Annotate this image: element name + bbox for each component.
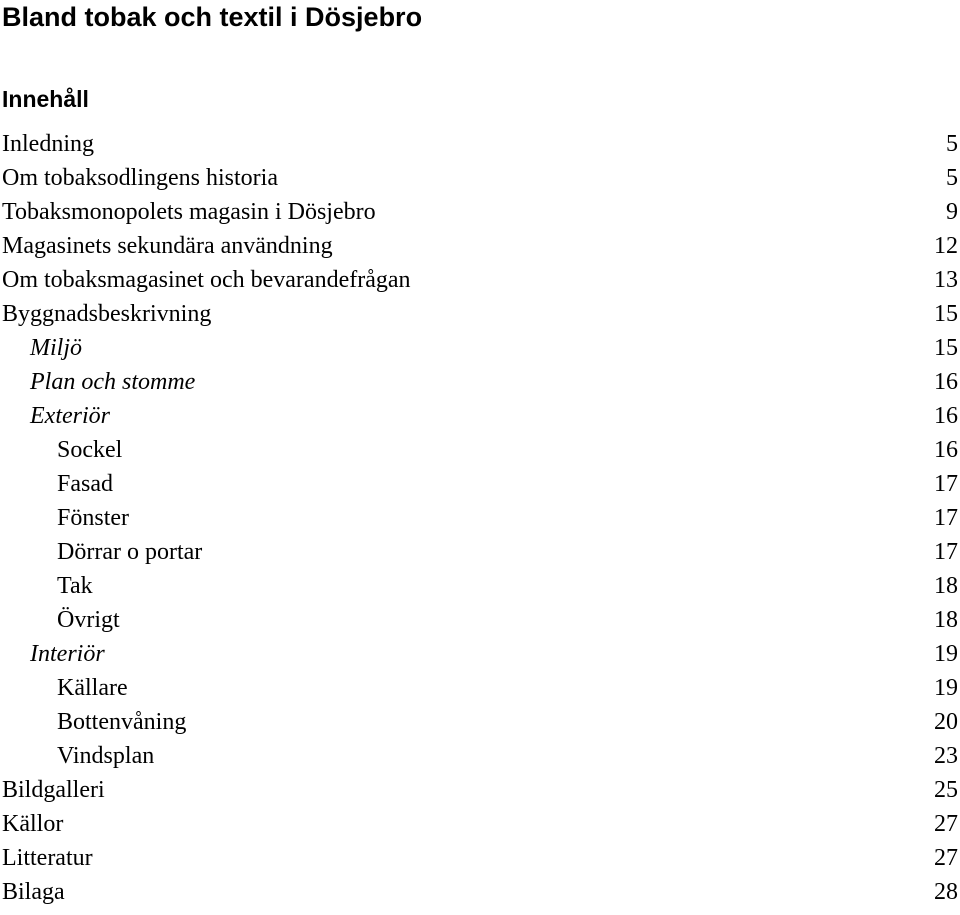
toc-entry-page: 16 <box>934 437 958 463</box>
toc-heading: Innehåll <box>2 86 89 112</box>
toc-entry-tobaksmonopolets-magasin[interactable] <box>0 195 960 229</box>
toc-entry-tak[interactable] <box>0 569 960 603</box>
toc-entry-page: 28 <box>934 879 958 905</box>
toc-entry-page: 12 <box>934 233 958 259</box>
toc-entry-label: Plan och stomme <box>30 369 196 395</box>
toc-entry-page: 17 <box>934 505 958 531</box>
toc-entry-bilaga[interactable] <box>0 875 960 909</box>
toc-entry-ovrigt[interactable] <box>0 603 960 637</box>
toc-entry-page: 15 <box>934 335 958 361</box>
toc-entry-page: 18 <box>934 573 958 599</box>
toc-entry-label: Exteriör <box>30 403 110 429</box>
toc-entry-page: 27 <box>934 811 958 837</box>
toc-entry-label: Magasinets sekundära användning <box>2 233 333 259</box>
toc-entry-page: 20 <box>934 709 958 735</box>
toc-entry-page: 16 <box>934 403 958 429</box>
toc-entry-label: Inledning <box>2 131 94 157</box>
table-of-contents <box>0 127 960 909</box>
toc-entry-litteratur[interactable] <box>0 841 960 875</box>
toc-entry-label: Källor <box>2 811 64 837</box>
toc-entry-label: Om tobaksmagasinet och bevarandefrågan <box>2 267 411 293</box>
toc-entry-miljo[interactable] <box>0 331 960 365</box>
toc-entry-label: Fasad <box>57 471 113 497</box>
toc-entry-label: Dörrar o portar <box>57 539 203 565</box>
toc-entry-page: 13 <box>934 267 958 293</box>
toc-entry-page: 15 <box>934 301 958 327</box>
toc-entry-label: Tobaksmonopolets magasin i Dösjebro <box>2 199 376 225</box>
toc-entry-byggnadsbeskrivning[interactable] <box>0 297 960 331</box>
toc-entry-label: Övrigt <box>57 607 120 633</box>
toc-entry-label: Miljö <box>30 335 82 361</box>
toc-entry-bevarandefragan[interactable] <box>0 263 960 297</box>
toc-entry-label: Vindsplan <box>57 743 155 769</box>
toc-entry-fasad[interactable] <box>0 467 960 501</box>
toc-entry-dorrar-o-portar[interactable] <box>0 535 960 569</box>
toc-entry-page: 18 <box>934 607 958 633</box>
toc-entry-page: 17 <box>934 539 958 565</box>
toc-entry-kallare[interactable] <box>0 671 960 705</box>
toc-entry-page: 27 <box>934 845 958 871</box>
toc-entry-bottenvaning[interactable] <box>0 705 960 739</box>
toc-entry-kallor[interactable] <box>0 807 960 841</box>
toc-entry-label: Fönster <box>57 505 129 531</box>
toc-entry-page: 17 <box>934 471 958 497</box>
toc-entry-label: Litteratur <box>2 845 93 871</box>
toc-entry-interior[interactable] <box>0 637 960 671</box>
toc-entry-label: Tak <box>57 573 93 599</box>
toc-entry-page: 25 <box>934 777 958 803</box>
toc-entry-page: 19 <box>934 675 958 701</box>
toc-entry-sockel[interactable] <box>0 433 960 467</box>
document-title: Bland tobak och textil i Dösjebro <box>2 2 423 32</box>
toc-entry-tobaksodlingens-historia[interactable] <box>0 161 960 195</box>
toc-entry-label: Bildgalleri <box>2 777 105 803</box>
toc-entry-exterior[interactable] <box>0 399 960 433</box>
toc-entry-page: 19 <box>934 641 958 667</box>
toc-entry-label: Bottenvåning <box>57 709 187 735</box>
toc-entry-bildgalleri[interactable] <box>0 773 960 807</box>
toc-entry-label: Om tobaksodlingens historia <box>2 165 278 191</box>
toc-entry-vindsplan[interactable] <box>0 739 960 773</box>
toc-entry-label: Sockel <box>57 437 123 463</box>
toc-entry-fonster[interactable] <box>0 501 960 535</box>
toc-entry-inledning[interactable] <box>0 127 960 161</box>
toc-entry-label: Källare <box>57 675 128 701</box>
toc-entry-label: Byggnadsbeskrivning <box>2 301 212 327</box>
toc-entry-page: 23 <box>934 743 958 769</box>
toc-entry-label: Bilaga <box>2 879 65 905</box>
toc-entry-label: Interiör <box>30 641 105 667</box>
toc-entry-page: 16 <box>934 369 958 395</box>
toc-entry-page: 9 <box>946 199 958 225</box>
toc-entry-page: 5 <box>946 131 958 157</box>
toc-entry-plan-och-stomme[interactable] <box>0 365 960 399</box>
toc-entry-page: 5 <box>946 165 958 191</box>
toc-entry-sekundara-anvandning[interactable] <box>0 229 960 263</box>
